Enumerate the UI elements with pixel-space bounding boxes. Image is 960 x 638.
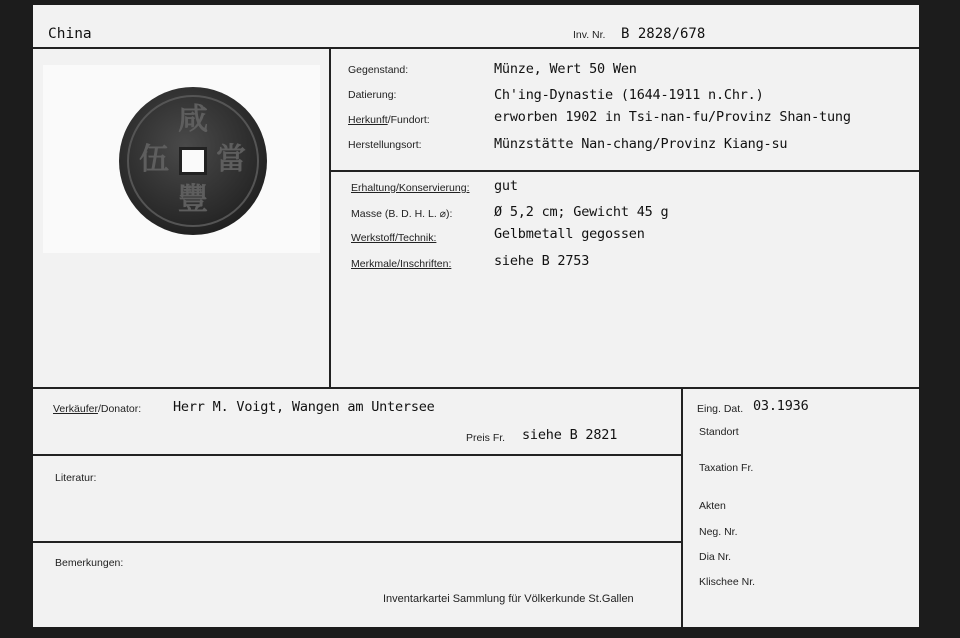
taxation-label: Taxation Fr. — [699, 462, 754, 474]
akten-label: Akten — [699, 500, 726, 512]
neg-nr-label: Neg. Nr. — [699, 526, 738, 538]
werkstoff-label: Werkstoff/Technik: — [351, 232, 437, 244]
photo-column-divider — [329, 48, 331, 388]
verkaeufer-value: Herr M. Voigt, Wangen am Untersee — [173, 399, 435, 415]
coin-square-hole — [179, 147, 207, 175]
verkaeufer-label-rest: /Donator: — [97, 403, 142, 415]
coin-char-left: 伍 — [139, 142, 169, 177]
erhaltung-value: gut — [494, 178, 518, 194]
verkaeufer-label — [53, 403, 141, 415]
bemerkungen-divider — [33, 541, 682, 543]
herstellungsort-value: Münzstätte Nan-chang/Provinz Kiang-su — [494, 136, 788, 152]
inv-number-label: Inv. Nr. — [573, 29, 606, 41]
object-photo — [43, 65, 320, 253]
object-section-divider — [330, 170, 919, 172]
herkunft-label-rest: /Fundort: — [387, 114, 430, 126]
bemerkungen-label: Bemerkungen: — [55, 557, 124, 569]
merkmale-label: Merkmale/Inschriften: — [351, 258, 452, 270]
standort-label: Standort — [699, 426, 739, 438]
literatur-label: Literatur: — [55, 472, 97, 484]
preis-label: Preis Fr. — [466, 432, 506, 444]
eing-dat-value: 03.1936 — [753, 398, 809, 414]
merkmale-value: siehe B 2753 — [494, 253, 590, 269]
right-panel-divider — [681, 388, 683, 627]
gegenstand-label: Gegenstand: — [348, 64, 409, 76]
klischee-nr-label: Klischee Nr. — [699, 576, 756, 588]
herkunft-value: erworben 1902 in Tsi-nan-fu/Provinz Shan-tung — [494, 109, 851, 125]
coin-char-right: 當 — [216, 142, 246, 177]
masse-value: Ø 5,2 cm; Gewicht 45 g — [494, 204, 669, 220]
gegenstand-value: Münze, Wert 50 Wen — [494, 61, 637, 77]
datierung-label: Datierung: — [348, 89, 397, 101]
herstellungsort-label: Herstellungsort: — [348, 139, 422, 151]
coin-image — [119, 87, 267, 235]
coin-char-top: 咸 — [178, 102, 208, 137]
preis-value: siehe B 2821 — [522, 427, 618, 443]
masse-label: Masse (B. D. H. L. ⌀): — [351, 208, 453, 220]
footer-institution: Inventarkartei Sammlung für Völkerkunde St.Gallen — [383, 593, 634, 605]
dia-nr-label: Dia Nr. — [699, 551, 732, 563]
inventory-card — [33, 5, 919, 627]
erhaltung-label: Erhaltung/Konservierung: — [351, 182, 470, 194]
literatur-divider — [33, 454, 682, 456]
datierung-value: Ch'ing-Dynastie (1644-1911 n.Chr.) — [494, 87, 764, 103]
country: China — [48, 26, 92, 42]
verkaeufer-label-underlined: Verkäufer — [53, 403, 98, 415]
inv-number: B 2828/678 — [621, 26, 706, 42]
header-divider — [33, 47, 919, 49]
eing-dat-label: Eing. Dat. — [697, 403, 744, 415]
werkstoff-value: Gelbmetall gegossen — [494, 226, 645, 242]
coin-char-bottom: 豐 — [178, 182, 208, 217]
herkunft-label-underlined: Herkunft — [348, 114, 388, 126]
acquisition-divider — [33, 387, 919, 389]
herkunft-label — [348, 114, 430, 126]
